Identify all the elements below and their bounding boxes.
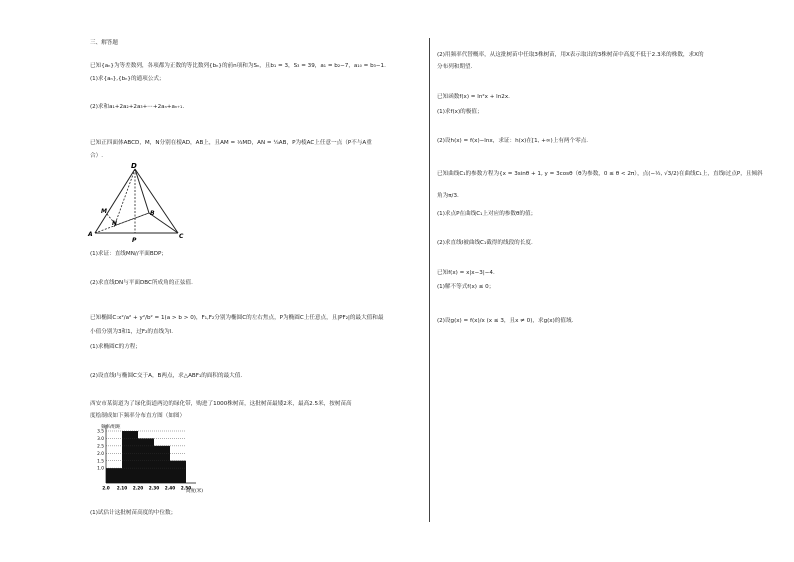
q6-part2: (2)求直线l被曲线C₁截得的线段的长度. (437, 240, 533, 246)
q2-part1: (1)求证：直线MN//平面BDP； (90, 251, 167, 257)
vertex-label-D: D (131, 162, 137, 170)
q7-part2: (2)设g(x) = f(x)/x (x ≤ 3，且x ≠ 0)，求g(x)的值域. (437, 318, 574, 324)
vertex-label-C: C (179, 233, 184, 240)
section-title: 三、解答题 (90, 40, 118, 46)
q2-stem-line1: 已知正四面体ABCD，M，N分别在棱AD，AB上，且AM = ⅓MD，AN = ¼AB，P为棱AC上任意一点（P不与A重 (90, 140, 372, 146)
histogram-bar (154, 446, 170, 483)
histogram-y-tick-label: 3.5 (97, 429, 104, 435)
histogram-x-tick-label: 2.0 (102, 486, 110, 492)
q5-part2: (2)设h(x) = f(x)−lnx，求证：h(x)在[1, +∞)上有两个零点. (437, 138, 589, 144)
q5-stem: 已知函数f(x) = ln²x + ln2x. (437, 94, 510, 100)
q4-part2-line1: (2)用频率代替概率，从这批树苗中任取3株树苗，用X表示取出的3株树苗中高度不低于2.3米的株数，求X的 (437, 52, 704, 58)
histogram-bar (170, 461, 186, 483)
histogram-x-tick-label: 2.50 (180, 486, 192, 492)
histogram-y-tick-label: 2.0 (97, 451, 104, 457)
q2-part2: (2)求直线DN与平面DBC所成角的正弦值. (90, 280, 193, 286)
q3-stem-line2: 小值分别为3和1，过F₂的直线为l. (90, 329, 174, 335)
q4-stem-line1: 西安市某街道为了绿化街道两边的绿化带，购进了1000株树苗，这批树苗最矮2米，最高2.5米，按树苗高 (90, 401, 352, 407)
histogram-xlabel: 高度(米) (186, 489, 204, 494)
histogram-y-tick-label: 3.0 (97, 437, 104, 443)
vertex-label-N: N (112, 220, 118, 227)
histogram-x-tick-label: 2.10 (116, 486, 128, 492)
q7-part1: (1)解不等式f(x) ≤ 0； (437, 284, 495, 290)
q4-part2-line2: 分布列和期望. (437, 64, 473, 70)
frequency-histogram (90, 423, 210, 500)
histogram-x-tick-label: 2.20 (132, 486, 144, 492)
q4-part1: (1)试估计这批树苗高度的中位数； (90, 510, 177, 516)
q6-stem-line1: 已知曲线C₁的参数方程为{x = 3sinθ + 1, y = 3cosθ（θ为参数，0 ≤ θ < 2π），点(−½, √3/2)在曲线C₁上，直线l过点P，且倾斜 (437, 171, 763, 177)
histogram-bar (122, 431, 138, 483)
q3-part1: (1)求椭圆C的方程； (90, 344, 141, 350)
vertex-label-M: M (101, 208, 107, 215)
histogram-y-tick-label: 2.5 (97, 444, 104, 450)
q1-part1: (1)求{aₙ},{bₙ}的通项公式； (90, 76, 165, 82)
column-divider (429, 38, 430, 522)
histogram-x-tick-label: 2.40 (164, 486, 176, 492)
tetrahedron-figure (88, 162, 187, 244)
q3-part2: (2)设直线l与椭圆C交于A，B两点，求△ABF₁的面积的最大值. (90, 373, 243, 379)
vertex-label-A: A (88, 231, 93, 238)
q5-part1: (1)求f(x)的极值； (437, 109, 483, 115)
q1-stem: 已知{aₙ}为等差数列，各项都为正数的等比数列{bₙ}的前n项和为Sₙ，且b₁ = 3，S₃ = 39，a₁ = b₂−7，a₁₀ = b₃−1. (90, 63, 386, 69)
vertex-label-P: P (132, 237, 137, 244)
q6-stem-line2: 角为π/3. (437, 193, 459, 199)
histogram-y-tick-label: 1.0 (97, 466, 104, 472)
q4-stem-line2: 度绘制成如下频率分布直方图（如图） (90, 413, 186, 419)
q6-part1: (1)求点P在曲线C₁上对应的参数θ的值； (437, 211, 537, 217)
histogram-bar (106, 468, 122, 483)
histogram-ylabel: 频率/组距 (101, 425, 121, 430)
q1-part2: (2)求和a₁+2a₂+2a₃+⋯+2aₙ+aₙ₊₁. (90, 104, 185, 110)
q7-stem: 已知f(x) = x|x−3|−4. (437, 270, 495, 276)
q3-stem-line1: 已知椭圆C:x²/a² + y²/b² = 1(a > b > 0)，F₁,F₂分别为椭圆C的左右焦点，P为椭圆C上任意点，且|PF₂|的最大值和最 (90, 315, 384, 321)
histogram-y-tick-label: 1.5 (97, 459, 104, 465)
vertex-label-B: B (150, 210, 155, 217)
histogram-x-tick-label: 2.30 (148, 486, 160, 492)
q2-stem-line2: 合）. (90, 153, 103, 159)
